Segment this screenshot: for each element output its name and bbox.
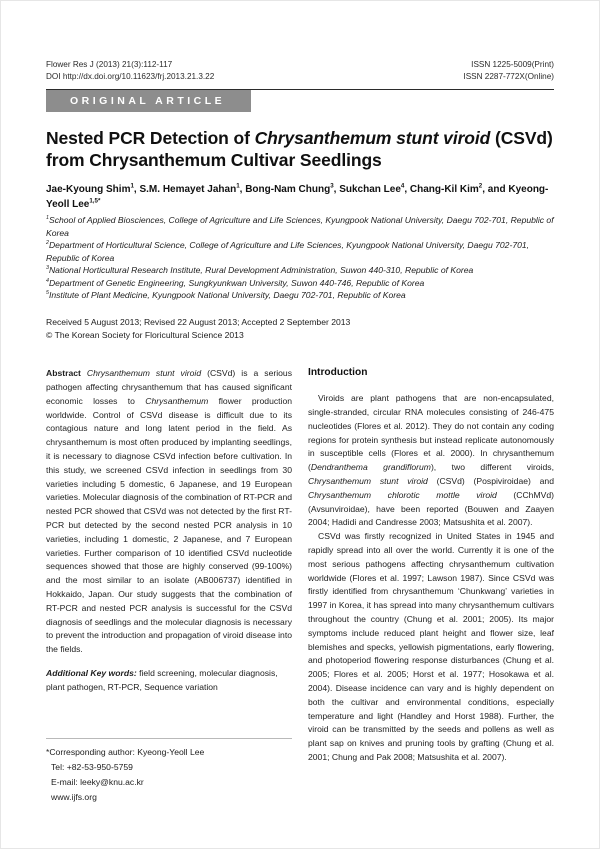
corresponding-author-footnote — [46, 732, 292, 805]
affiliation-4: $^4$Department of Genetic Engineering, Sungkyunkwan University, Suwon 440-746, Republic of Korea — [46, 277, 425, 288]
corresponding-author-line: *Corresponding author: Kyeong-Yeoll Lee — [46, 747, 205, 758]
issn-online: ISSN 2287-772X(Online) — [463, 72, 554, 82]
additional-keywords-line: Additional Key words: field screening, molecular diagnosis, plant pathogen, RT-PCR, Sequence variation — [46, 667, 278, 692]
article-type-badge: ORIGINAL ARTICLE — [46, 90, 251, 112]
author-line: Jae-Kyoung Shim$^1$, S.M. Hemayet Jahan$^1$, Bong-Nam Chung$^3$, Sukchan Lee$^4$, Chang-Kil Kim$^2$, and Kyeong-Yeoll Lee$^{1,5*}$ — [46, 183, 549, 211]
paper-title: Nested PCR Detection of Chrysanthemum stunt viroid (CSVd) from Chrysanthemum Cultivar Seedlings — [46, 127, 553, 170]
section-heading-introduction: Introduction — [308, 367, 368, 379]
affiliation-5: $^5$Institute of Plant Medicine, Kyungpook National University, Daegu 702-701, Republic of Korea — [46, 290, 406, 301]
left-column — [46, 367, 292, 805]
introduction-paragraph-2: CSVd was firstly recognized in United States in 1945 and rapidly spread into all over the world. Currently it is one of the most serious pathogens affecting chrysanthemum cultivation worldwide (Flores et al. 1997; Lawson 1987). Since CSVd was firstly identified from chrysanthemum ‘Chunkwang’ varieties in 1997 in Korea, it has spread into many chrysanthemum cultivars throughout the country (Chung et al. 2001; 2005). Its major symptoms include reduced plant height and flower size, leaf blemishes and specks, yellowish pigmentations, early flowering, and photoperiod flowering response disturbances (Chung et al. 2005; Flores et al. 2005; Horst et al. 1977; Hosokawa et al. 2004). Disease incidence can vary and is highly dependent on both the cultivar and environmental conditions, especially temperature and light (Handley and Horst 1988). Further, the viroid can be transmitted by the seeds and pollens as well as plant sap on knives and pruning tools by grafting (Chung et al. 2001; Chung and Pak 2008; Matsushita et al. 2007). — [308, 531, 554, 762]
introduction-paragraph-1: Viroids are plant pathogens that are non-encapsulated, single-stranded, circular RNA molecules consisting of 246-475 nucleotides (Flores et al. 2012). They do not contain any coding regions for protein synthesis but instead replicate autonomously in susceptible cells (Flores et al. 2000). In chrysanthemum (Dendranthema grandiflorum), two different viroids, Chrysanthemum stunt viroid (CSVd) (Pospiviroidae) and Chrysanthemum chlorotic mottle viroid (CChMVd) (Avsunviroidae), have been reported (Bouwen and Zaayen 2004; Hadidi and Candresse 2003; Matsushita et al. 2007). — [308, 393, 554, 528]
journal-website-link[interactable]: www.ijfs.org — [51, 792, 97, 803]
article-history — [46, 316, 554, 343]
tel-line: Tel: +82-53-950-5759 — [51, 762, 133, 773]
doi-link[interactable]: DOI http://dx.doi.org/10.11623/frj.2013.21.3.22 — [46, 72, 215, 82]
copyright-line: © The Korean Society for Floricultural Science 2013 — [46, 329, 244, 340]
affiliation-1: $^1$School of Applied Biosciences, College of Agriculture and Life Sciences, Kyungpook National University, Daegu 702-701, Republic of Korea — [46, 215, 554, 238]
masthead — [46, 59, 554, 84]
right-column — [308, 367, 554, 805]
email-link[interactable]: E-mail: leeky@knu.ac.kr — [51, 777, 144, 788]
masthead-right — [463, 59, 554, 84]
affiliation-2: $^2$Department of Horticultural Science, College of Agriculture and Life Sciences, Kyungpook National University, Daegu 702-701, Republic of Korea — [46, 240, 530, 263]
masthead-left — [46, 59, 214, 84]
received-revised-accepted-line: Received 5 August 2013; Revised 22 August 2013; Accepted 2 September 2013 — [46, 316, 351, 327]
issn-print: ISSN 1225-5009(Print) — [471, 60, 554, 69]
two-column-body — [46, 367, 554, 805]
abstract-paragraph: Abstract Chrysanthemum stunt viroid (CSVd) is a serious pathogen affecting chrysanthemum that has caused significant economic losses to Chrysanthemum flower production worldwide. Control of CSVd disease is difficult due to its contagious nature and long latent period in the field. As chrysanthemum is most often produced by implanting seedlings, it is necessary to diagnose CSVd infection before cultivation. In this study, we screened CSVd infection in seedlings from 30 varieties including 5 domestic, 6 Japanese, and 19 European varieties. Molecular diagnosis of the combination of RT-PCR and nested PCR showed that CSVd was not detected by the first RT-PCR but detected by the second nested PCR analysis in 10 varieties, including 1 domestic, 2 Japanese, and 7 European varieties. Further comparison of 10 identified CSVd nucleotide sequences showed that those are highly conserved (99-100%) and the most similar to an isolate (AB006737) identified in Hokkaido, Japan. Our study suggests that the combination of RT-PCR and nested PCR analysis is successful for the CSVd diagnosis of seedlings and the molecular diagnosis is necessary to prevent the introduction and propagation of viroid disease into the fields. — [46, 368, 292, 655]
affiliation-3: $^3$National Horticultural Research Institute, Rural Development Administration, Suwon 440-310, Republic of Korea — [46, 265, 474, 276]
journal-reference: Flower Res J (2013) 21(3):112-117 — [46, 60, 173, 69]
footnote-divider — [46, 738, 292, 739]
affiliations — [46, 214, 554, 301]
